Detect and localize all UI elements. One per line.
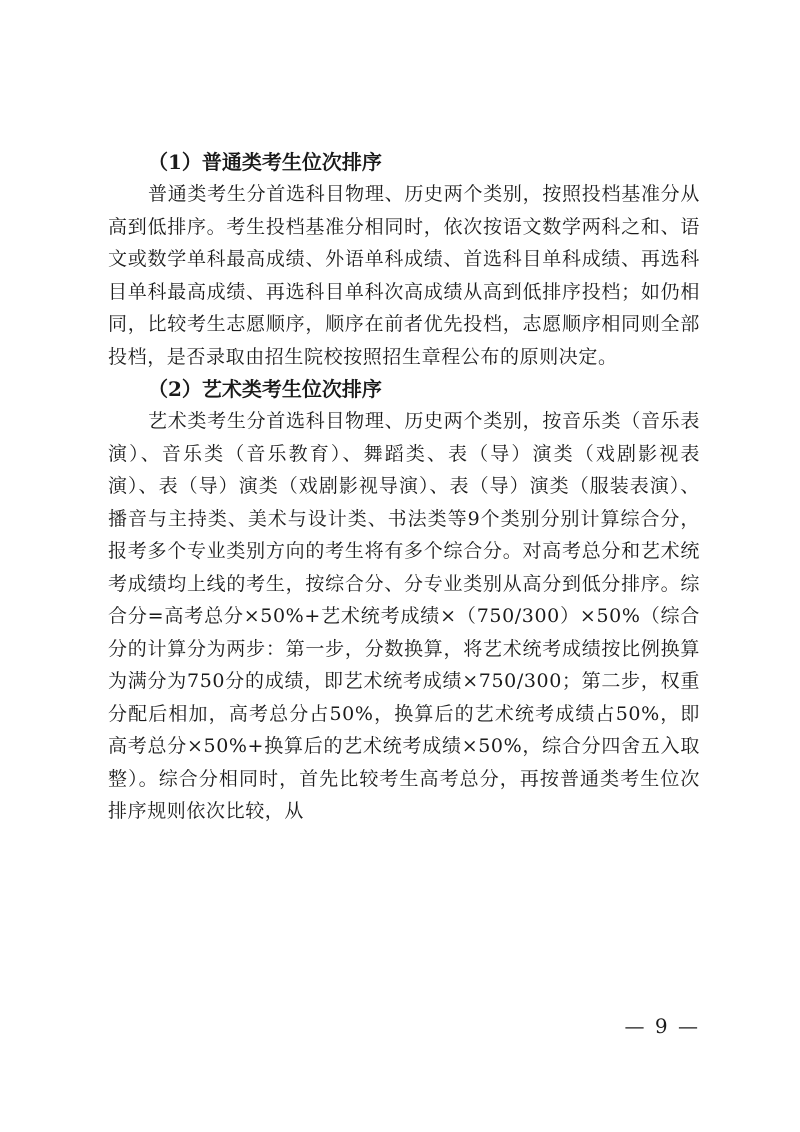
section-art bbox=[108, 373, 700, 828]
section-heading: （2）艺术类考生位次排序 bbox=[148, 377, 382, 401]
section-paragraph: 普通类考生分首选科目物理、历史两个类别，按照投档基准分从高到低排序。考生投档基准分相同时，依次按语文数学两科之和、语文或数学单科最高成绩、外语单科成绩、首选科目单科成绩、再选科目单科最高成绩、再选科目单科次高成绩从高到低排序投档；如仍相同，比较考生志愿顺序，顺序在前者优先投档，志愿顺序相同则全部投档，是否录取由招生院校按照招生章程公布的原则决定。 bbox=[108, 183, 700, 368]
section-paragraph: 艺术类考生分首选科目物理、历史两个类别，按音乐类（音乐表演）、音乐类（音乐教育）、舞蹈类、表（导）演类（戏剧影视表演）、表（导）演类（戏剧影视导演）、表（导）演类（服装表演）、播音与主持类、美术与设计类、书法类等9个类别分别计算综合分，报考多个专业类别方向的考生将有多个综合分。对高考总分和艺术统考成绩均上线的考生，按综合分、分专业类别从高分到低分排序。综合分=高考总分×50%+艺术统考成绩×（750/300）×50%（综合分的计算分为两步：第一步，分数换算，将艺术统考成绩按比例换算为满分为750分的成绩，即艺术统考成绩×750/300；第二步，权重分配后相加，高考总分占50%，换算后的艺术统考成绩占50%，即高考总分×50%+换算后的艺术统考成绩×50%，综合分四舍五入取整）。综合分相同时，首先比较考生高考总分，再按普通类考生位次排序规则依次比较，从 bbox=[108, 410, 700, 822]
document-body bbox=[108, 146, 700, 828]
section-heading: （1）普通类考生位次排序 bbox=[148, 150, 382, 174]
page-number: — 9 — bbox=[624, 1014, 700, 1038]
section-ordinary bbox=[108, 146, 700, 373]
